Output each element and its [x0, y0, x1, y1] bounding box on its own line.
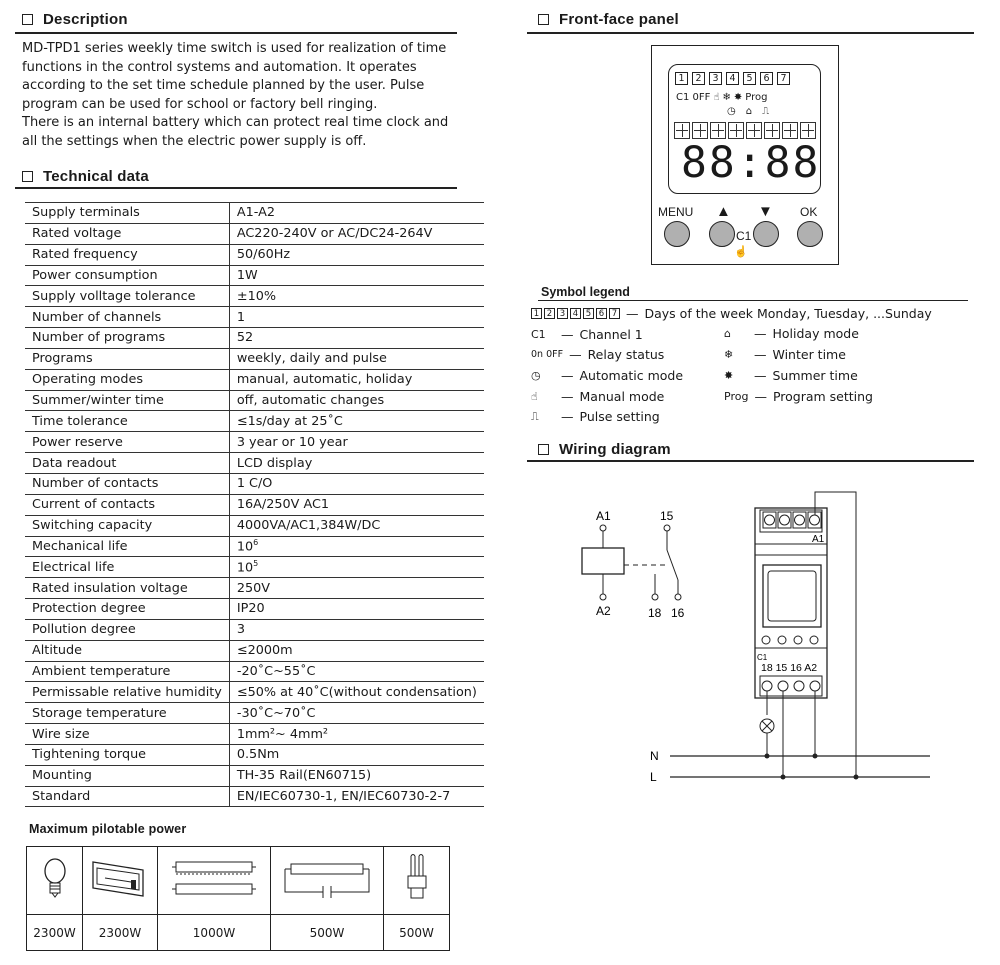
spec-value: [229, 348, 484, 369]
spec-value-text: TH-35 Rail(EN60715): [236, 768, 372, 784]
spec-value-text: 1mm²~ 4mm²: [236, 726, 329, 742]
spec-value: [229, 286, 484, 307]
spec-value: [229, 390, 484, 411]
line-label: L: [650, 770, 657, 784]
device-front-panel: [651, 45, 839, 265]
terminal-a1-label: A1: [596, 509, 611, 523]
table-row: [25, 619, 484, 640]
divider: [15, 187, 457, 189]
power-value: 2300W: [83, 915, 158, 951]
table-row: [25, 515, 484, 536]
spec-value: [229, 619, 484, 640]
table-row: [25, 411, 484, 432]
table-row: [25, 494, 484, 515]
legend-c1: C1 — Channel 1: [531, 327, 643, 342]
max-power-table: [26, 846, 450, 951]
spec-value-text: 1: [236, 309, 245, 325]
spec-name: Supply volltage tolerance: [25, 286, 229, 307]
day-box: 3: [557, 308, 568, 319]
spec-name: Wire size: [25, 724, 229, 745]
spec-name: Power reserve: [25, 432, 229, 453]
spec-value: [229, 640, 484, 661]
sun-icon: ✸: [733, 92, 743, 103]
table-row: [25, 599, 484, 620]
legend-days: 1 2 3 4 5 6 7 — Days of the week Monday, Tuesday, ...Sunday: [531, 306, 932, 321]
up-label: ▲: [716, 203, 731, 220]
checkbox-icon: [538, 14, 549, 25]
lcd-c1-off: C1 0FF: [676, 92, 711, 103]
compensated-tube-icon: [271, 847, 384, 915]
front-panel-title: Front-face panel: [559, 10, 679, 28]
spec-value-text: A1-A2: [236, 205, 275, 221]
neutral-label: N: [650, 749, 659, 763]
spec-value-text: ≤1s/day at 25˚C: [236, 413, 343, 429]
spec-value-text: LCD display: [236, 455, 313, 471]
spec-name: Switching capacity: [25, 515, 229, 536]
technical-heading: [22, 165, 149, 187]
lcd-display: [668, 64, 821, 194]
table-row: [25, 661, 484, 682]
spec-name: Rated voltage: [25, 223, 229, 244]
spec-value: [229, 536, 484, 557]
snowflake-icon: ❄: [722, 92, 731, 103]
spec-value-text: 4000VA/AC1,384W/DC: [236, 518, 381, 534]
spec-value: [229, 369, 484, 390]
spec-value-text: 10: [236, 539, 254, 555]
spec-value-text: 10: [236, 560, 254, 576]
ok-button[interactable]: [797, 221, 823, 247]
legend-auto: ◷ — Automatic mode: [531, 368, 684, 383]
technical-title: Technical data: [43, 167, 149, 185]
spec-value-text: 3 year or 10 year: [236, 434, 348, 450]
cfl-icon: [384, 847, 450, 915]
day-box: 6: [596, 308, 607, 319]
spec-name: Rated insulation voltage: [25, 578, 229, 599]
suitcase-icon: ⌂: [745, 106, 753, 117]
spec-value-text: -30˚C~70˚C: [236, 705, 316, 721]
table-row: [25, 744, 484, 765]
spec-value-text: 16A/250V AC1: [236, 497, 330, 513]
spec-name: Altitude: [25, 640, 229, 661]
legend-manual: ☝ — Manual mode: [531, 389, 665, 404]
checkbox-icon: [538, 444, 549, 455]
lcd-prog: Prog: [745, 92, 768, 103]
spec-value: [229, 765, 484, 786]
spec-name: Number of channels: [25, 307, 229, 328]
spec-exponent: 6: [253, 538, 259, 548]
spec-name: Mounting: [25, 765, 229, 786]
spec-name: Programs: [25, 348, 229, 369]
divider: [527, 460, 974, 462]
table-row: [25, 348, 484, 369]
hand-icon: ☝: [713, 92, 720, 103]
table-row: [25, 640, 484, 661]
spec-value: [229, 244, 484, 265]
day-box: 4: [726, 72, 739, 85]
wiring-diagram: [560, 470, 960, 800]
table-row: [25, 724, 484, 745]
spec-value: [229, 473, 484, 494]
checkbox-icon: [22, 171, 33, 182]
terminal-18-label: 18: [648, 606, 662, 620]
spec-name: Electrical life: [25, 557, 229, 578]
spec-value: [229, 557, 484, 578]
terminal-a2-label: A2: [596, 604, 611, 618]
table-row: [25, 786, 484, 807]
table-row: [25, 223, 484, 244]
legend-prog: Prog — Program setting: [724, 389, 873, 404]
manual-hand-icon: ☝: [734, 246, 748, 258]
pulse-icon: ⎍: [531, 409, 539, 423]
description-heading: [22, 8, 128, 30]
spec-value: [229, 411, 484, 432]
description-line: functions in the control systems and automation. It operates: [22, 59, 417, 75]
power-value: 1000W: [158, 915, 271, 951]
spec-value: [229, 703, 484, 724]
spec-value-text: ≤50% at 40˚C(without condensation): [236, 684, 477, 700]
spec-value: [229, 599, 484, 620]
front-panel-heading: [538, 8, 679, 30]
lcd-text-segments: [674, 122, 816, 139]
table-row: [25, 765, 484, 786]
spec-name: Time tolerance: [25, 411, 229, 432]
spec-name: Rated frequency: [25, 244, 229, 265]
spec-name: Mechanical life: [25, 536, 229, 557]
day-box: 2: [692, 72, 705, 85]
spec-value-text: off, automatic changes: [236, 393, 385, 409]
halogen-lamp-icon: [83, 847, 158, 915]
spec-value-text: 0.5Nm: [236, 747, 280, 763]
table-row: [25, 682, 484, 703]
clock-icon: ◷: [531, 369, 541, 382]
spec-value-text: -20˚C~55˚C: [236, 663, 316, 679]
table-row: [25, 473, 484, 494]
power-value: 2300W: [27, 915, 83, 951]
spec-value: [229, 744, 484, 765]
wiring-heading: [538, 438, 671, 460]
terminal-16-label: 16: [671, 606, 685, 620]
day-box: 3: [709, 72, 722, 85]
day-box: 1: [675, 72, 688, 85]
spec-value: [229, 223, 484, 244]
spec-name: Current of contacts: [25, 494, 229, 515]
lcd-time-digits: 88:88: [681, 138, 821, 188]
down-button[interactable]: [753, 221, 779, 247]
spec-name: Number of contacts: [25, 473, 229, 494]
table-row: [25, 203, 484, 224]
spec-name: Protection degree: [25, 599, 229, 620]
spec-value: [229, 578, 484, 599]
description-line: all the settings when the electric power supply is off.: [22, 133, 367, 149]
lcd-mode-row: [727, 106, 769, 117]
spec-name: Operating modes: [25, 369, 229, 390]
sun-icon: ✸: [724, 369, 734, 382]
table-row: [25, 536, 484, 557]
spec-value-text: manual, automatic, holiday: [236, 372, 413, 388]
spec-value-text: AC220-240V or AC/DC24-264V: [236, 226, 433, 242]
spec-name: Number of programs: [25, 328, 229, 349]
description-line: MD-TPD1 series weekly time switch is used for realization of time: [22, 41, 447, 56]
table-row: [25, 265, 484, 286]
spec-value: [229, 328, 484, 349]
spec-name: Standard: [25, 786, 229, 807]
table-row: [25, 390, 484, 411]
spec-value-text: ±10%: [236, 288, 277, 304]
ok-label: OK: [800, 205, 818, 219]
spec-value: [229, 515, 484, 536]
day-box: 6: [760, 72, 773, 85]
up-button[interactable]: [709, 221, 735, 247]
checkbox-icon: [22, 14, 33, 25]
day-box: 2: [544, 308, 555, 319]
device-a1-label: A1: [812, 534, 825, 545]
c1-label: C1: [736, 229, 752, 243]
day-box: 4: [570, 308, 581, 319]
table-row: [25, 557, 484, 578]
menu-button[interactable]: [664, 221, 690, 247]
spec-value-text: 1W: [236, 267, 258, 283]
legend-pulse: ⎍ — Pulse setting: [531, 409, 660, 424]
spec-value: [229, 786, 484, 807]
spec-value: [229, 203, 484, 224]
table-row: [25, 286, 484, 307]
suitcase-icon: ⌂: [724, 327, 731, 340]
table-row: [25, 328, 484, 349]
spec-value: [229, 494, 484, 515]
spec-name: Permissable relative humidity: [25, 682, 229, 703]
table-row: [25, 244, 484, 265]
spec-name: Power consumption: [25, 265, 229, 286]
table-row: [25, 369, 484, 390]
spec-value-text: EN/IEC60730-1, EN/IEC60730-2-7: [236, 789, 451, 805]
legend-summer: ✸ — Summer time: [724, 368, 858, 383]
wiring-title: Wiring diagram: [559, 440, 671, 458]
table-row: [25, 578, 484, 599]
snowflake-icon: ❄: [724, 348, 734, 361]
legend-title: Symbol legend: [541, 285, 630, 299]
bulb-icon: [27, 847, 83, 915]
day-boxes-icon: [531, 308, 620, 319]
spec-name: Pollution degree: [25, 619, 229, 640]
table-row: [25, 703, 484, 724]
spec-name: Supply terminals: [25, 203, 229, 224]
technical-table: [25, 202, 484, 807]
relay-coil: [582, 548, 624, 574]
spec-value: [229, 432, 484, 453]
lcd-status-row: [676, 92, 767, 103]
device-terminal-labels: 18 15 16 A2: [761, 662, 818, 674]
spec-value: [229, 661, 484, 682]
spec-value: [229, 453, 484, 474]
description-title: Description: [43, 10, 128, 28]
spec-value: [229, 265, 484, 286]
spec-value-text: 3: [236, 622, 245, 638]
spec-value-text: ≤2000m: [236, 643, 293, 659]
table-row: [25, 307, 484, 328]
description-text: [22, 40, 452, 151]
day-box: 7: [609, 308, 620, 319]
day-box: 1: [531, 308, 542, 319]
spec-name: Tightening torque: [25, 744, 229, 765]
table-row: [25, 453, 484, 474]
spec-name: Data readout: [25, 453, 229, 474]
day-box: 5: [583, 308, 594, 319]
spec-value: [229, 307, 484, 328]
spec-value-text: 250V: [236, 580, 271, 596]
fluorescent-tube-icon: [158, 847, 271, 915]
spec-value-text: 50/60Hz: [236, 247, 291, 263]
spec-value-text: 1 C/O: [236, 476, 273, 492]
divider: [15, 32, 457, 34]
pulse-icon: ⎍: [762, 106, 770, 117]
description-line: There is an internal battery which can protect real time clock and: [22, 115, 449, 130]
terminal-15-label: 15: [660, 509, 674, 523]
legend-winter: ❄ — Winter time: [724, 347, 846, 362]
power-value: 500W: [384, 915, 450, 951]
day-box: 5: [743, 72, 756, 85]
legend-holiday: ⌂ — Holiday mode: [724, 326, 859, 341]
spec-value: [229, 682, 484, 703]
table-row: [25, 432, 484, 453]
description-line: according to the set time schedule planned by the user. Pulse: [22, 78, 425, 93]
power-value: 500W: [271, 915, 384, 951]
down-label: ▼: [758, 203, 773, 220]
spec-value-text: IP20: [236, 601, 265, 617]
spec-value-text: weekly, daily and pulse: [236, 351, 387, 367]
spec-name: Ambient temperature: [25, 661, 229, 682]
spec-value-text: 52: [236, 330, 254, 346]
day-box: 7: [777, 72, 790, 85]
spec-name: Summer/winter time: [25, 390, 229, 411]
hand-icon: ☝: [531, 390, 538, 403]
spec-name: Storage temperature: [25, 703, 229, 724]
clock-icon: ◷: [727, 106, 736, 117]
legend-relay: 0n 0FF — Relay status: [531, 347, 665, 362]
lcd-day-indicators: [675, 72, 790, 85]
spec-value: [229, 724, 484, 745]
device-c1-label: C1: [757, 653, 768, 662]
menu-label: MENU: [658, 205, 694, 219]
description-line: program can be used for school or factory bell ringing.: [22, 96, 378, 112]
divider: [527, 32, 974, 34]
spec-exponent: 5: [253, 559, 259, 569]
divider: [538, 300, 968, 301]
max-power-title: Maximum pilotable power: [29, 822, 187, 836]
